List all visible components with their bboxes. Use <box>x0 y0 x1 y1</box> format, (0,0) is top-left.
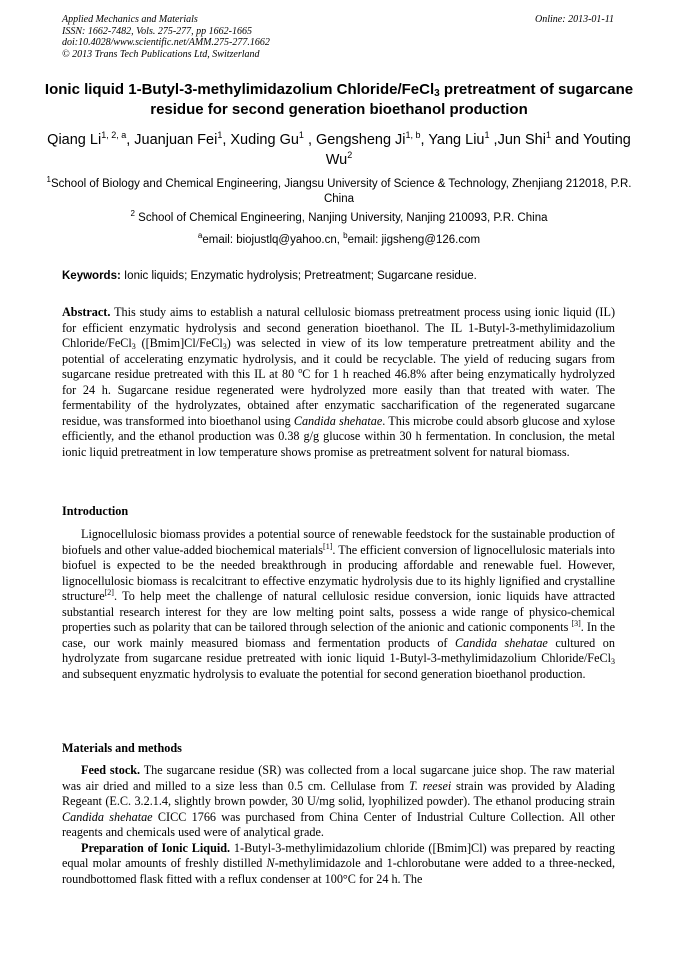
intro-text: . In the case, our work mainly measured biomass and fermentation products of <box>62 620 615 650</box>
email-a: email: biojustlq@yahoo.cn, <box>202 234 344 246</box>
title-part1: Ionic liquid 1-Butyl-3-methylimidazolium Chloride/FeCl <box>44 81 435 98</box>
abstract-text: C for 1 h reached 46.8% after being enzymatically hydrolyzed for 24 h. Sugarcane residue regenerated were hydrolyzed more easily than that treated with water. The fermentability of the hydrolyzates, obtained after enzymatic saccharification of the regenerated sugarcane residue, was transformed into bioethanol using <box>62 367 615 428</box>
online-date: Online: 2013-01-11 <box>535 14 614 25</box>
species-name: Candida shehatae <box>62 809 153 824</box>
abstract-label: Abstract. <box>62 305 111 319</box>
author-sep: , <box>303 132 317 148</box>
author-sup: 1 <box>545 130 551 140</box>
intro-text: . The efficient conversion of lignocellulosic materials into biofuel is expected to be the needed breakthrough in producing affordable and renewable fuel. However, lignocellulosic biomass is recalcitrant to effective enzymatic hydrolysis due to its highly lignified and crystalline structure <box>62 542 615 603</box>
author-list <box>40 130 638 170</box>
species-name: T. reesei <box>408 778 452 793</box>
author-sep: , <box>222 132 231 148</box>
methods-text: 1-Butyl-3-methylimidazolium chloride ([Bmim]Cl) was prepared by reacting equal molar amounts of freshly distilled <box>62 840 615 870</box>
aff1-text: School of Biology and Chemical Engineering, Jiangsu University of Science & Technology, Zhenjiang 212018, P.R. China <box>50 178 632 205</box>
intro-text: Lignocellulosic biomass provides a potential source of renewable feedstock for the sustainable production of biofuels and other value-added biochemical materials <box>62 527 615 557</box>
degree-sup: o <box>298 366 303 375</box>
methods-body <box>62 763 615 887</box>
introduction-body <box>62 527 615 682</box>
email-a-sup: a <box>197 231 203 240</box>
author-name: Gengsheng Ji <box>316 132 406 148</box>
abstract <box>62 305 615 460</box>
aff2-sup: 2 <box>130 209 135 218</box>
copyright-line: © 2013 Trans Tech Publications Ltd, Switzerland <box>62 48 260 60</box>
methods-heading-text: Materials and methods <box>62 741 182 755</box>
methods-text: The sugarcane residue (SR) was collected from a local sugarcane juice shop. The raw material was air dried and milled to a size less than 0.5 cm. Cellulase from <box>62 763 616 793</box>
affiliation-1 <box>40 177 638 207</box>
title-part2: pretreatment of sugarcane residue for second generation bioethanol production <box>150 81 634 118</box>
author-name: Qiang Li <box>47 132 102 148</box>
email-b: email: jigsheng@126.com <box>347 234 481 246</box>
title-sub: 3 <box>434 88 440 99</box>
author-sep: and <box>550 132 583 148</box>
abstract-text: This study aims to establish a natural cellulosic biomass pretreatment process using ionic liquid (IL) for efficient enzymatic hydrolysis and second generation bioethanol. The IL 1-Butyl-3-methylimidazolium Chloride/FeCl <box>62 305 615 350</box>
aff1-sup: 1 <box>46 175 51 184</box>
paper-title <box>40 80 638 120</box>
abstract-text: . This microbe could absorb glucose and xylose efficiently, and the ethanol production was 0.38 g/g glucose within 30 h fermentation. In conclusion, the metal ionic liquid pretreatment in low temperature shows promise as pretreatment solvent for natural biomass. <box>62 413 615 459</box>
journal-name: Applied Mechanics and Materials <box>62 14 198 25</box>
author-sup: 1, 2, a <box>101 130 127 140</box>
chem-italic: N <box>266 856 275 870</box>
doi-line: doi:10.4028/www.scientific.net/AMM.275-277.1662 <box>62 37 270 48</box>
email-line <box>40 233 638 248</box>
introduction-heading <box>62 504 615 520</box>
author-sup: 1 <box>484 130 490 140</box>
subscript: 3 <box>611 657 615 666</box>
preparation-label: Preparation of Ionic Liquid. <box>81 840 231 855</box>
affiliation-2 <box>40 211 638 226</box>
abstract-text: ) was selected in view of its low temperature pretreatment ability and the potential of accelerating enzymatic hydrolysis, and it could be recyclable. The yield of reducing sugars from sugarcane residue pretreated with this IL at 80 <box>62 336 615 381</box>
author-name: Juanjuan Fei <box>134 132 218 148</box>
author-sup: 1 <box>217 130 223 140</box>
author-name: Youting Wu <box>325 132 631 168</box>
methods-text: strain was provided by Alading Regeant (E.C. 3.2.1.4, slightly brown powder, 30 U/mg solid, lyophilized powder). The ethanol producing strain <box>62 778 615 808</box>
author-sup: 1, b <box>405 130 421 140</box>
subscript: 3 <box>222 342 227 351</box>
intro-text: and subsequent enyzmatic hydrolysis to evaluate the potential for second generation bioethanol production. <box>62 666 586 681</box>
methods-heading <box>62 741 615 757</box>
citation: [3] <box>571 619 581 628</box>
author-sup: 1 <box>298 130 304 140</box>
methods-text: CICC 1766 was purchased from China Center of Industrial Culture Collection. All other reagents and chemicals used were of analytical grade. <box>62 809 615 839</box>
author-sep: , <box>126 132 135 148</box>
aff2-text: School of Chemical Engineering, Nanjing University, Nanjing 210093, P.R. China <box>134 212 548 224</box>
journal-header <box>62 14 614 60</box>
species-name: Candida shehatae <box>455 635 548 650</box>
author-name: Jun Shi <box>497 132 546 148</box>
subscript: 3 <box>131 342 136 351</box>
keywords <box>62 269 616 284</box>
author-name: Xuding Gu <box>230 132 299 148</box>
author-sep: , <box>489 132 498 148</box>
intro-text: cultured on hydrolyzate from sugarcane residue pretreated with ionic liquid 1-Butyl-3-methylimidazolium Chloride/FeCl <box>62 635 615 665</box>
citation: [2] <box>104 588 114 597</box>
intro-text: . To help meet the challenge of natural cellulosic residue conversion, ionic liquids have attracted substantial research interest for they are low melting point salts, possess a wide range of physico-chemical properties such as polarity that can be tailored through selection of the anionic and cationic components <box>62 589 615 634</box>
species-name: Candida shehatae <box>293 413 383 428</box>
email-b-sup: b <box>343 231 348 240</box>
keywords-text: Ionic liquids; Enzymatic hydrolysis; Pretreatment; Sugarcane residue. <box>120 270 477 282</box>
introduction-heading-text: Introduction <box>62 504 129 518</box>
author-sup: 2 <box>347 150 353 160</box>
author-sep: , <box>420 132 429 148</box>
methods-text: -methylimidazole and 1-chlorobutane were added to a three-necked, roundbottomed flask fitted with a reflux condenser at 100°C for 24 h. The <box>62 856 615 886</box>
citation: [1] <box>323 541 333 551</box>
keywords-label: Keywords: <box>62 270 121 282</box>
issn-line: ISSN: 1662-7482, Vols. 275-277, pp 1662-1665 <box>62 25 252 37</box>
abstract-text: ([Bmim]Cl/FeCl <box>135 336 223 350</box>
feedstock-label: Feed stock. <box>81 763 141 777</box>
author-name: Yang Liu <box>428 132 485 148</box>
